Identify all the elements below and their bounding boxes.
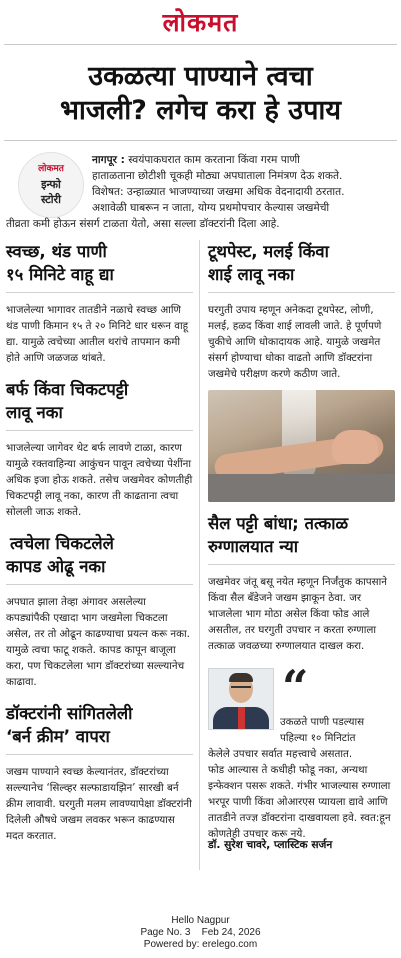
footer-line-2: Page No. 3 Feb 24, 2026 xyxy=(140,927,261,938)
section-cold-water xyxy=(6,240,193,366)
section-no-ice xyxy=(6,378,193,520)
section-heading-line-1: स्वच्छ, थंड पाणी xyxy=(6,242,107,261)
section-heading-line-1: त्वचेला चिकटलेले xyxy=(10,534,114,553)
section-body: जखमेवर जंतू बसू नयेत म्हणून निर्जंतुक कापसाने किंवा सैल बँडेजने जखम झाकून ठेवा. जर भाजलेला भाग मोठा असेल किंवा फोड आले असतील, तर घरगुती उपचार न करता रुग्णाला तत्काळ जवळच्या रुग्णालयात दाखल करा. xyxy=(208,576,388,652)
section-body: अपघात झाला तेव्हा अंगावर असलेल्या कपड्यांपैकी एखादा भाग जखमेला चिकटला असेल, तर तो ओढून काढण्याचा प्रयत्न करू नका. यामुळे त्वचा फाटू शकते. कापड कापून बाजूला करा, पण चिकटलेला भाग डॉक्टरांच्या सल्ल्यानेच काढावा. xyxy=(6,596,190,688)
quote-signature: डॉ. सुरेश चावरे, प्लास्टिक सर्जन xyxy=(208,839,333,851)
intro-paragraph xyxy=(92,152,396,216)
page-headline xyxy=(8,60,393,128)
section-heading-line-2: कापड ओढू नका xyxy=(6,557,106,576)
intro-line-2: हाताळताना छोटीशी चूकही मोठ्या अपघाताला निमंत्रण देऊ शकते. xyxy=(92,170,343,182)
quote-rest: फोड आल्यास ते कधीही फोडू नका, अन्यथा इन्फेक्शन पसरू शकते. गंभीर भाजल्यास रुग्णाला भरपूर पाणी किंवा ओआरएस प्यायला द्यावे आणि तातडीने तज्ज्ञ डॉक्टरांना दाखवायला हवे. स्वत:हून कोणतेही उपचार करू नये. xyxy=(208,764,391,840)
intro-line-5: तीव्रता कमी होऊन संसर्ग टाळता येतो, असा सल्ला डॉक्टरांनी दिला आहे. xyxy=(6,218,280,230)
section-heading-line-1: डॉक्टरांनी सांगितलेली xyxy=(6,704,133,723)
portrait-tie xyxy=(238,707,245,729)
right-column xyxy=(208,240,395,852)
section-heading-line-1: सैल पट्टी बांधा; तत्काळ xyxy=(208,514,349,533)
section-body: जखम पाण्याने स्वच्छ केल्यानंतर, डॉक्टरांच्या सल्ल्यानेच ‘सिल्व्हर सल्फाडायझिन’ सारखी बर्न क्रीम लावावी. घरगुती मलम लावण्यापेक्षा डॉक्टरांनी दिलेली औषधे जखम लवकर भरून काढण्यास मदत करतात. xyxy=(6,766,192,842)
quote-line-3: केलेले उपचार सर्वात महत्त्वाचे असतात. xyxy=(208,748,353,760)
expert-quote xyxy=(208,660,395,840)
badge-logo: लोकमत xyxy=(38,164,64,174)
lokmat-logo: लोकमत xyxy=(162,8,239,37)
quote-line-2: पहिल्या १० मिनिटांत xyxy=(280,732,356,744)
section-body: भाजलेल्या जागेवर थेट बर्फ लावणे टाळा, कारण यामुळे रक्तवाहिन्या आकुंचन पावून त्वचेच्या पेशींना अधिक इजा होऊ शकते. तसेच जखमेवर कोणतीही चिकटपट्टी लावू नका, कारण ती काढताना त्वचा सोलली जाऊ शकते. xyxy=(6,442,193,518)
section-heading xyxy=(208,240,395,293)
section-heading-line-1: बर्फ किंवा चिकटपट्टी xyxy=(6,380,129,399)
section-heading-line-2: १५ मिनिटे वाहू द्या xyxy=(6,265,114,284)
badge-line-2: स्टोरी xyxy=(40,193,62,206)
section-heading xyxy=(6,240,193,293)
intro-line-1 xyxy=(92,152,396,168)
section-bandage xyxy=(208,512,395,654)
sink xyxy=(208,474,395,502)
section-heading xyxy=(6,378,193,431)
badge-line-1: इन्फो xyxy=(41,178,61,191)
masthead xyxy=(0,6,401,44)
left-column xyxy=(6,240,193,856)
section-heading-line-2: लावू नका xyxy=(6,403,63,422)
headline-line-2: भाजली? लगेच करा हे उपाय xyxy=(59,95,342,126)
hand xyxy=(332,430,378,464)
portrait-glasses xyxy=(231,686,251,690)
intro-line-4: अशावेळी घाबरून न जाता, योग्य प्रथमोपचार केल्यास जखमेची xyxy=(92,202,330,214)
headline-rule xyxy=(4,140,397,141)
info-story-badge xyxy=(18,152,84,218)
column-divider xyxy=(199,240,200,870)
quote-mark-icon: “ xyxy=(282,660,309,714)
page-footer xyxy=(0,915,401,951)
section-body: भाजलेल्या भागावर तातडीने नळाचे स्वच्छ आणि थंड पाणी किमान १५ ते २० मिनिटे धार धरून वाहू द्या. यामुळे त्वचेच्या आतील थरांचे तापमान कमी होते आणि जळजळ थांबते. xyxy=(6,304,189,364)
intro-line-1-text: स्वयंपाकघरात काम करताना किंवा गरम पाणी xyxy=(124,154,300,166)
quote-line-1: उकळते पाणी पडल्यास xyxy=(280,716,365,728)
section-heading-line-2: रुग्णालयात न्या xyxy=(208,537,299,556)
section-cloth xyxy=(6,532,193,690)
section-heading-line-1: टूथपेस्ट, मलई किंवा xyxy=(208,242,329,261)
section-body: घरगुती उपाय म्हणून अनेकदा टूथपेस्ट, लोणी, मलई, हळद किंवा शाई लावली जाते. हे पूर्णपणे चुकीचे आणि धोकादायक आहे. यामुळे जखमेत संसर्ग होण्याचा धोका वाढतो आणि डॉक्टरांना जखमेचे परीक्षण करणे कठीण जाते. xyxy=(208,304,382,380)
doctor-portrait xyxy=(208,668,274,730)
section-heading xyxy=(6,702,193,755)
section-heading xyxy=(208,512,395,565)
portrait-hair xyxy=(229,673,253,682)
section-heading xyxy=(6,532,193,585)
footer-line-3: Powered by: erelego.com xyxy=(143,939,258,950)
section-heading-line-2: शाई लावू नका xyxy=(208,265,295,284)
headline-line-1: उकळत्या पाण्याने त्वचा xyxy=(88,61,313,92)
intro-line-3: विशेषत: उन्हाळ्यात भाजण्याच्या जखमा अधिक वेदनादायी ठरतात. xyxy=(92,186,345,198)
masthead-rule xyxy=(4,44,397,45)
footer-line-1: Hello Nagpur xyxy=(171,915,230,926)
section-heading-line-2: ‘बर्न क्रीम’ वापरा xyxy=(6,727,110,746)
section-no-toothpaste xyxy=(208,240,395,382)
section-burn-cream xyxy=(6,702,193,844)
dateline-place: नागपूर : xyxy=(92,154,125,166)
burn-treatment-photo xyxy=(208,390,395,502)
